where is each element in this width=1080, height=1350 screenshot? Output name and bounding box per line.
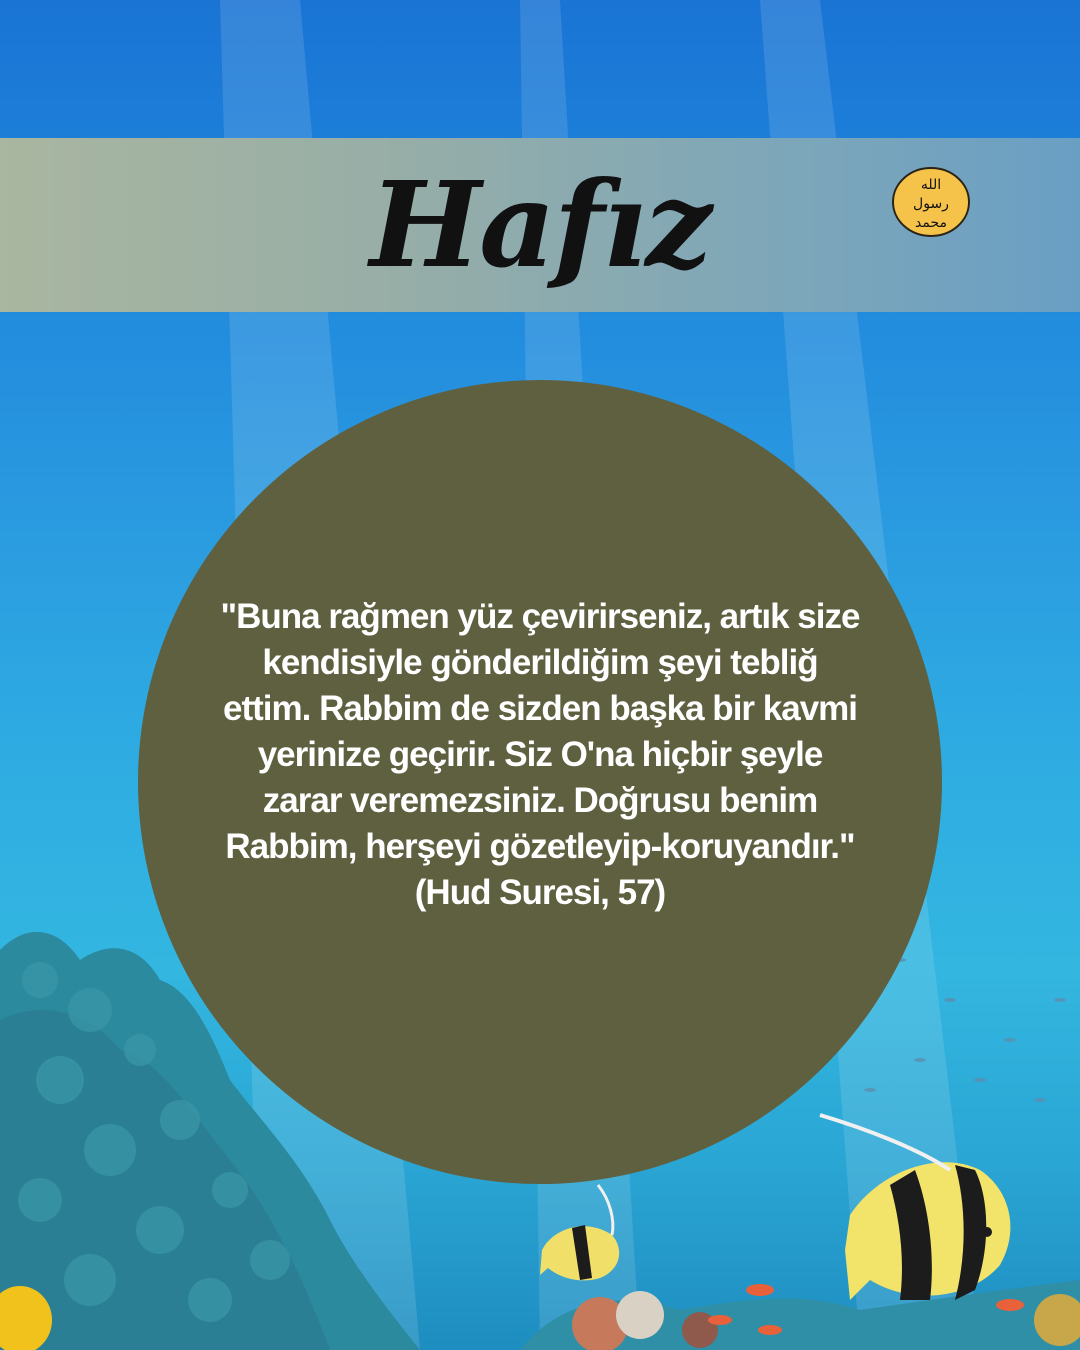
brand-title: Hafız [369,155,711,294]
seal-line-3: محمد [915,215,947,231]
quote-text: "Buna rağmen yüz çevirirseniz, artık size kendisiyle gönderildiğim şeyi tebliğ ettim. Rabbim de sizden başka bir kavmi yerinize geçirir. Siz O'na hiçbir şeyle zarar veremezsiniz. Doğrusu benim Rabbim, herşeyi gözetleyip-koruyandır." (Hud Suresi, 57) [220,597,860,912]
seal-icon [890,166,972,238]
seal-line-2: رسول [913,196,949,212]
seal-line-1: الله [920,177,942,193]
